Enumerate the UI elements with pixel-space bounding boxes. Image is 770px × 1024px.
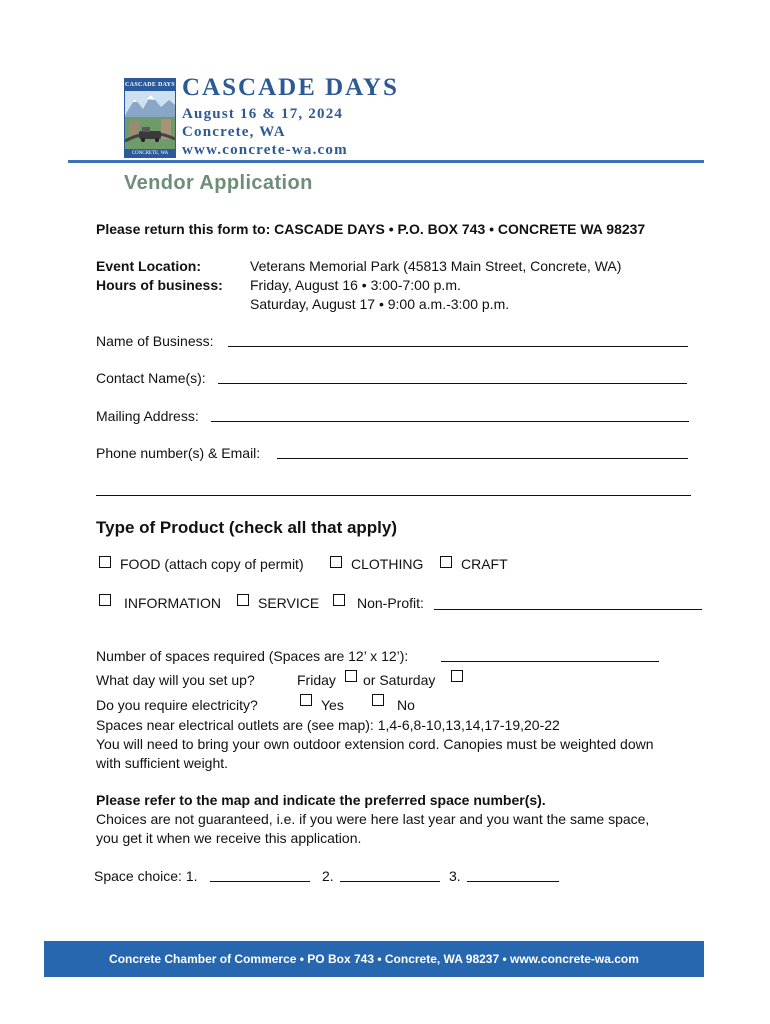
- phone-email-field-extra-line[interactable]: [96, 495, 691, 496]
- service-checkbox[interactable]: [237, 594, 249, 606]
- electrical-outlets-note: Spaces near electrical outlets are (see map): 1,4-6,8-10,13,14,17-19,20-22: [96, 717, 560, 733]
- friday-label: Friday: [297, 672, 336, 688]
- product-type-heading: Type of Product (check all that apply): [96, 518, 398, 537]
- space-choice-3-label: 3.: [449, 868, 461, 884]
- information-checkbox[interactable]: [99, 594, 111, 606]
- event-title: CASCADE DAYS: [182, 74, 399, 101]
- contact-name-label: Contact Name(s):: [96, 370, 206, 386]
- form-title: Vendor Application: [124, 172, 313, 194]
- extension-cord-note-1: You will need to bring your own outdoor extension cord. Canopies must be weighted down: [96, 736, 654, 752]
- map-note-heading: Please refer to the map and indicate the preferred space number(s).: [96, 792, 546, 808]
- electricity-no-checkbox[interactable]: [372, 694, 384, 706]
- business-name-field[interactable]: [228, 346, 688, 347]
- hours-saturday: Saturday, August 17 • 9:00 a.m.-3:00 p.m.: [250, 296, 510, 312]
- contact-name-field[interactable]: [218, 383, 687, 384]
- mailing-address-field[interactable]: [211, 421, 689, 422]
- logo-bottom-text: CONCRETE, WA: [125, 149, 175, 157]
- electricity-question: Do you require electricity?: [96, 697, 258, 713]
- event-website: www.concrete-wa.com: [182, 142, 348, 158]
- clothing-checkbox[interactable]: [330, 556, 342, 568]
- phone-email-field[interactable]: [277, 458, 688, 459]
- event-location-value: Veterans Memorial Park (45813 Main Street, Concrete, WA): [250, 258, 622, 274]
- saturday-checkbox[interactable]: [451, 670, 463, 682]
- craft-label: CRAFT: [461, 556, 508, 572]
- electricity-yes-label: Yes: [321, 697, 344, 713]
- information-label: INFORMATION: [124, 595, 221, 611]
- return-address: Please return this form to: CASCADE DAYS • P.O. BOX 743 • CONCRETE WA 98237: [96, 221, 646, 237]
- saturday-label: or Saturday: [363, 672, 436, 688]
- hours-label: Hours of business:: [96, 277, 223, 293]
- event-location-label: Event Location:: [96, 258, 202, 274]
- event-city: Concrete, WA: [182, 124, 286, 140]
- food-checkbox[interactable]: [99, 556, 111, 568]
- space-choice-2-label: 2.: [322, 868, 334, 884]
- clothing-label: CLOTHING: [351, 556, 424, 572]
- cascade-days-logo: [124, 78, 176, 158]
- spaces-required-field[interactable]: [441, 661, 659, 662]
- craft-checkbox[interactable]: [440, 556, 452, 568]
- food-label: FOOD (attach copy of permit): [120, 556, 304, 572]
- space-choice-1-field[interactable]: [210, 881, 310, 882]
- mailing-address-label: Mailing Address:: [96, 408, 199, 424]
- space-choice-2-field[interactable]: [340, 881, 440, 882]
- friday-checkbox[interactable]: [345, 670, 357, 682]
- business-name-label: Name of Business:: [96, 333, 214, 349]
- setup-day-question: What day will you set up?: [96, 672, 255, 688]
- service-label: SERVICE: [258, 595, 320, 611]
- footer-bar: [44, 941, 704, 977]
- event-dates: August 16 & 17, 2024: [182, 106, 344, 122]
- space-choice-3-field[interactable]: [467, 881, 559, 882]
- nonprofit-label: Non-Profit:: [357, 595, 424, 611]
- space-choice-label: Space choice: 1.: [94, 868, 198, 884]
- spaces-required-label: Number of spaces required (Spaces are 12’ x 12’):: [96, 648, 409, 664]
- electricity-yes-checkbox[interactable]: [300, 694, 312, 706]
- map-note-line-1: Choices are not guaranteed, i.e. if you were here last year and you want the same space,: [96, 811, 650, 827]
- extension-cord-note-2: with sufficient weight.: [96, 755, 229, 771]
- logo-top-text: CASCADE DAYS: [125, 79, 175, 91]
- nonprofit-field[interactable]: [434, 609, 702, 610]
- header-rule: [68, 160, 704, 163]
- footer-text: Concrete Chamber of Commerce • PO Box 743 • Concrete, WA 98237 • www.concrete-wa.com: [109, 952, 639, 966]
- hours-friday: Friday, August 16 • 3:00-7:00 p.m.: [250, 277, 461, 293]
- map-note-line-2: you get it when we receive this application.: [96, 830, 362, 846]
- phone-email-label: Phone number(s) & Email:: [96, 445, 261, 461]
- electricity-no-label: No: [397, 697, 415, 713]
- nonprofit-checkbox[interactable]: [333, 594, 345, 606]
- mountain-train-illustration-icon: [125, 91, 175, 149]
